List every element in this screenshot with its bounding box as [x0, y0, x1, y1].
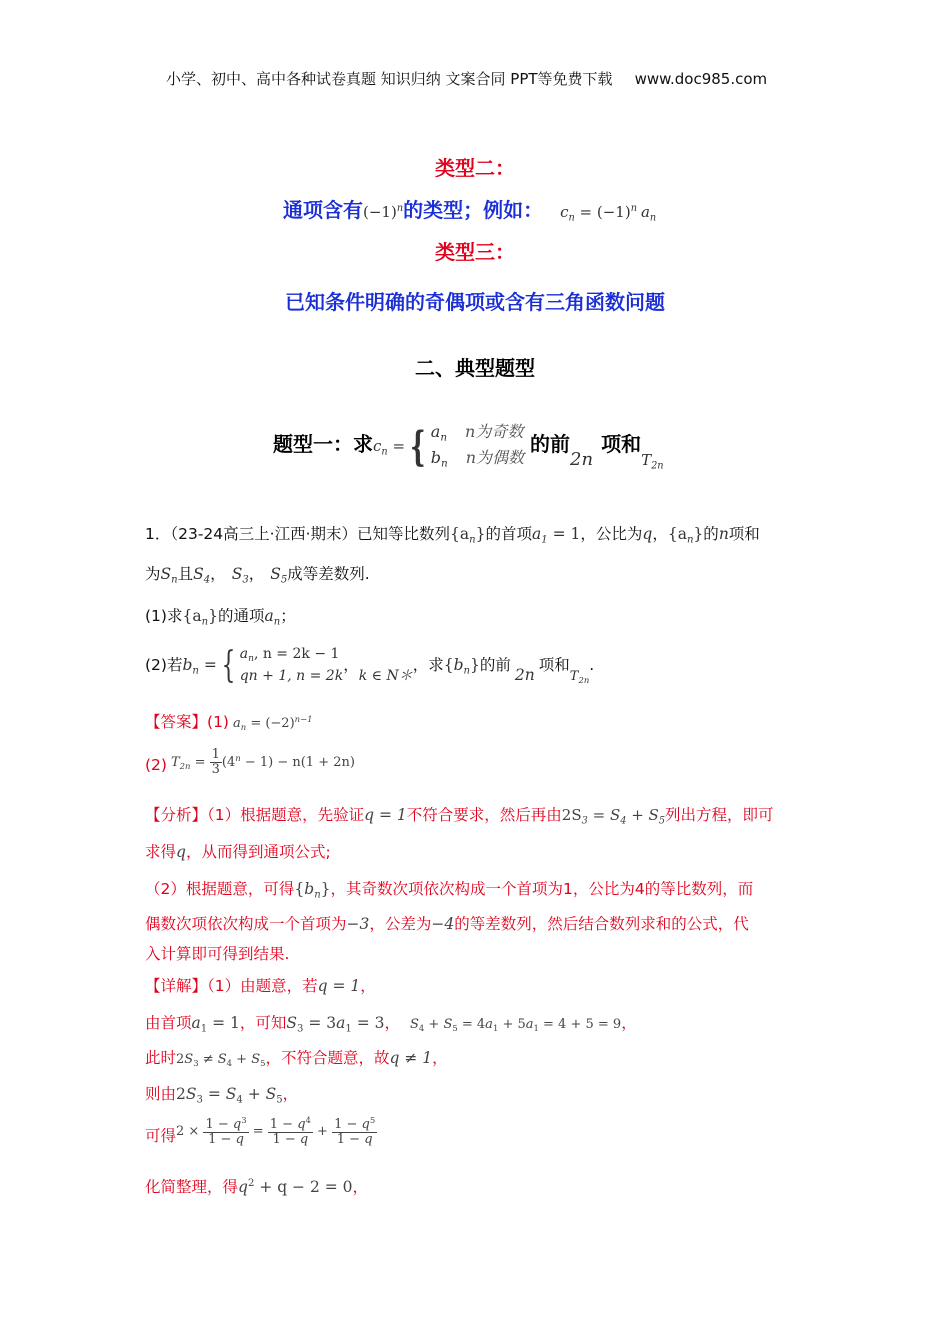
type2-line: 通项含有$(-1)^n$的类型；例如： $c_n = (-1)^n$ $a_n$ [283, 198, 657, 224]
math-neg1-pow-n: $(-1)^n$ [363, 203, 404, 221]
detail-line1: 【详解】（1）由题意，若q = 1， [145, 977, 376, 995]
problem1-q1: (1)求$\{a_n\}$的通项$a_n$； [145, 607, 296, 628]
type3-line: 已知条件明确的奇偶项或含有三角函数问题 [285, 290, 665, 314]
detail-line4: 则由$2S_3 = S_4 + S_5$， [145, 1085, 299, 1106]
page-header [166, 68, 767, 89]
problem1-q2: (2)若$b_n$ = { $a_n$, n = 2k − 1 qn + 1, n = 2k ，k ∈ N＊，求$\{b_n\}$的前2n项和$_{T_{2n}}$. [145, 645, 595, 686]
cases-block: $a_n$ n为奇数 $b_n$ n为偶数 [430, 421, 525, 470]
header-text: 小学、初中、高中各种试卷真题 知识归纳 文案合同 PPT等免费下载 [166, 70, 613, 88]
detail-line2: 由首项$a_1 = 1$，可知$S_3 = 3a_1 = 3$， $S_4 + S_5 = 4a_1 + 5a_1 = 4 + 5 = 9$， [145, 1014, 637, 1035]
math-example-cn: $c_n = (-1)^n$ $a_n$ [560, 203, 657, 224]
analysis-line4: 偶数次项依次构成一个首项为−3，公差为−4的等差数列，然后结合数列求和的公式，代 [145, 915, 749, 933]
analysis-line5: 入计算即可得到结果. [145, 945, 290, 963]
analysis-line2: 求得q，从而得到通项公式; [145, 843, 331, 861]
analysis-line3: （2）根据题意，可得$\{b_n\}$，其奇数次项依次构成一个首项为1，公比为4的等比数列，而 [145, 880, 754, 901]
type2-title: 类型二： [435, 156, 515, 180]
cases-brace: { [410, 423, 426, 470]
type3-title: 类型三： [435, 240, 515, 264]
detail-line5: 可得2 × $\frac{1 - q^3}{1 - q}$ = $\frac{1 - q^4}{1 - q}$ + $\frac{1 - q^5}{1 - q}$ [145, 1115, 376, 1147]
answer-line2: (2) $T_{2n}$ = $\frac{1}{3}$ $(4^n - 1) - n(1 + 2n)$ [145, 747, 355, 777]
problem1-line1: 1．（23-24高三上·江西·期末）已知等比数列$\{a_n\}$的首项$a_1 = 1$，公比为q，$\{a_n\}$的n项和 [145, 525, 760, 546]
header-site: www.doc985.com [634, 70, 768, 88]
tixing1-heading: 题型一：求$c_n$ = { $a_n$ n为奇数 $b_n$ n为偶数 的前2n项和$_{T_{2n}}$ [273, 414, 664, 482]
section-title: 二、典型题型 [415, 356, 535, 380]
detail-line6: 化简整理，得$q^2 + q - 2 = 0$， [145, 1177, 369, 1196]
analysis-line1: 【分析】（1）根据题意，先验证q = 1不符合要求，然后再由$2S_3 = S_4 + S_5$列出方程，即可 [145, 806, 774, 827]
answer-line1: 【答案】(1) $a_n = (-2)^{n-1}$ [145, 713, 313, 732]
problem1-line2: 为$S_n$且$S_4$， $S_3$， $S_5$成等差数列. [145, 565, 370, 586]
detail-line3: 此时$2S_3 \ne S_4 + S_5$，不符合题意，故q ≠ 1， [145, 1049, 448, 1068]
